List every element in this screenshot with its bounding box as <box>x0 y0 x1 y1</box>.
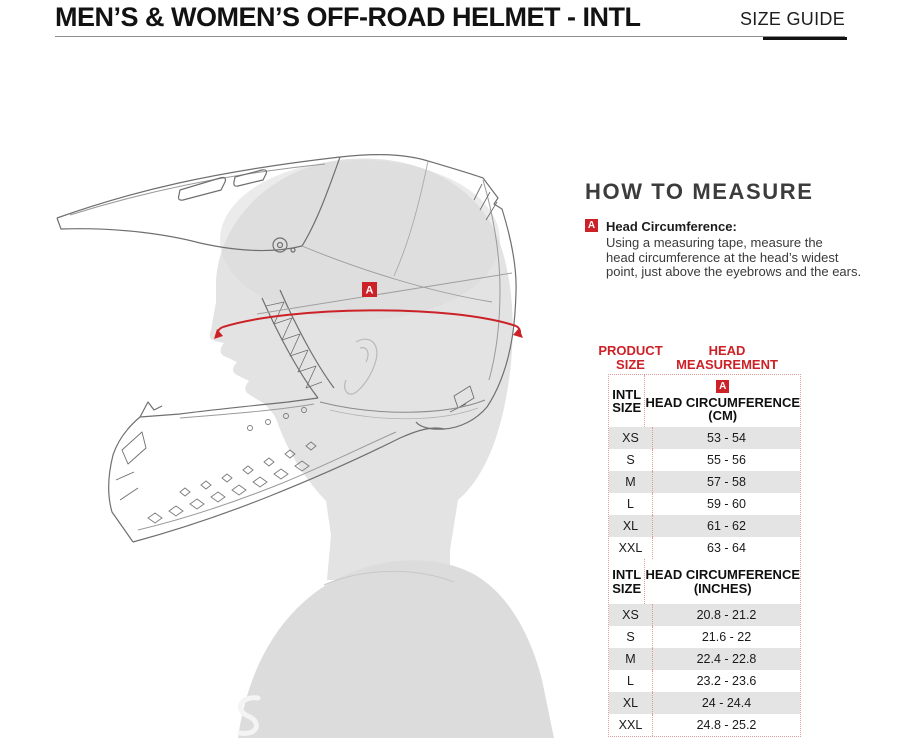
label-line: SIZE <box>612 580 642 596</box>
range-cell: 22.4 - 22.8 <box>696 652 757 666</box>
size-row <box>609 692 800 714</box>
range-cell: 21.6 - 22 <box>701 630 752 644</box>
helmet-illustration <box>30 80 570 738</box>
measure-line: head circumference at the head’s widest <box>606 249 839 265</box>
range-cell: 63 - 64 <box>707 541 746 555</box>
range-cell: 57 - 58 <box>707 475 746 489</box>
size-table <box>598 343 801 737</box>
range-cell: 24 - 24.4 <box>701 696 752 710</box>
size-row <box>609 471 800 493</box>
section-header-cm <box>609 375 800 427</box>
section-header-inches <box>609 559 800 604</box>
range-cell: 23.2 - 23.6 <box>696 674 757 688</box>
header-line: MEASUREMENT <box>676 356 778 372</box>
size-cell: XS <box>609 427 653 449</box>
label-line: INTL <box>612 386 642 402</box>
size-row <box>609 714 800 736</box>
label-line: HEAD CIRCUMFERENCE <box>645 567 800 582</box>
size-row <box>609 493 800 515</box>
size-table-header <box>598 343 801 372</box>
label-line: (INCHES) <box>693 580 752 596</box>
measure-item <box>585 219 897 280</box>
how-to-measure-heading: HOW TO MEASURE <box>585 179 814 204</box>
size-cell: S <box>609 449 653 471</box>
size-cell: M <box>609 648 653 670</box>
svg-text:A: A <box>365 284 374 297</box>
size-row <box>609 449 800 471</box>
header <box>55 0 845 37</box>
label-line: HEAD CIRCUMFERENCE <box>645 394 800 410</box>
size-table-box <box>608 374 801 737</box>
range-cell: 59 - 60 <box>707 497 746 511</box>
how-to-measure-section <box>585 179 897 280</box>
size-row <box>609 648 800 670</box>
head-circumference-cm-label <box>645 375 800 427</box>
size-cell: L <box>609 670 653 692</box>
page-title: MEN’S & WOMEN’S OFF-ROAD HELMET - INTL <box>55 2 641 32</box>
range-cell: 20.8 - 21.2 <box>696 608 757 622</box>
marker-a-badge: A <box>585 219 598 232</box>
range-cell: 24.8 - 25.2 <box>696 718 757 732</box>
measure-line: point, just above the eyebrows and the ears. <box>606 264 862 280</box>
hair-shading <box>220 160 500 320</box>
size-cell: L <box>609 493 653 515</box>
size-cell: M <box>609 471 653 493</box>
size-cell: XL <box>609 692 653 714</box>
range-cell: 61 - 62 <box>707 519 746 533</box>
size-guide-tab[interactable] <box>740 9 845 30</box>
label-line: (CM) <box>708 408 738 423</box>
size-guide-label: SIZE GUIDE <box>739 9 845 29</box>
size-row <box>609 670 800 692</box>
size-cell: S <box>609 626 653 648</box>
head-circumference-inches-label <box>645 559 800 604</box>
size-cell: XS <box>609 604 653 626</box>
intl-size-label <box>609 375 645 427</box>
size-cell: XXL <box>609 537 653 559</box>
header-line: HEAD <box>708 343 746 358</box>
product-size-header <box>598 343 663 372</box>
torso-silhouette <box>238 560 554 738</box>
label-line: SIZE <box>612 400 642 415</box>
active-tab-underline <box>763 37 847 40</box>
measure-item-title: Head Circumference: <box>606 219 737 234</box>
measure-text <box>606 219 861 280</box>
size-row <box>609 604 800 626</box>
size-row <box>609 427 800 449</box>
marker-a-badge: A <box>716 380 729 393</box>
measure-line: Using a measuring tape, measure the <box>606 235 823 250</box>
header-line: SIZE <box>616 356 645 372</box>
size-row <box>609 515 800 537</box>
size-row <box>609 537 800 559</box>
range-cell: 53 - 54 <box>707 431 746 445</box>
diagram-marker-a-badge <box>362 282 377 297</box>
size-row <box>609 626 800 648</box>
range-cell: 55 - 56 <box>707 453 746 467</box>
size-cell: XL <box>609 515 653 537</box>
size-cell: XXL <box>609 714 653 736</box>
header-line: PRODUCT <box>598 343 663 358</box>
head-measurement-header <box>653 344 801 371</box>
intl-size-label <box>609 559 645 604</box>
label-line: INTL <box>612 567 642 582</box>
